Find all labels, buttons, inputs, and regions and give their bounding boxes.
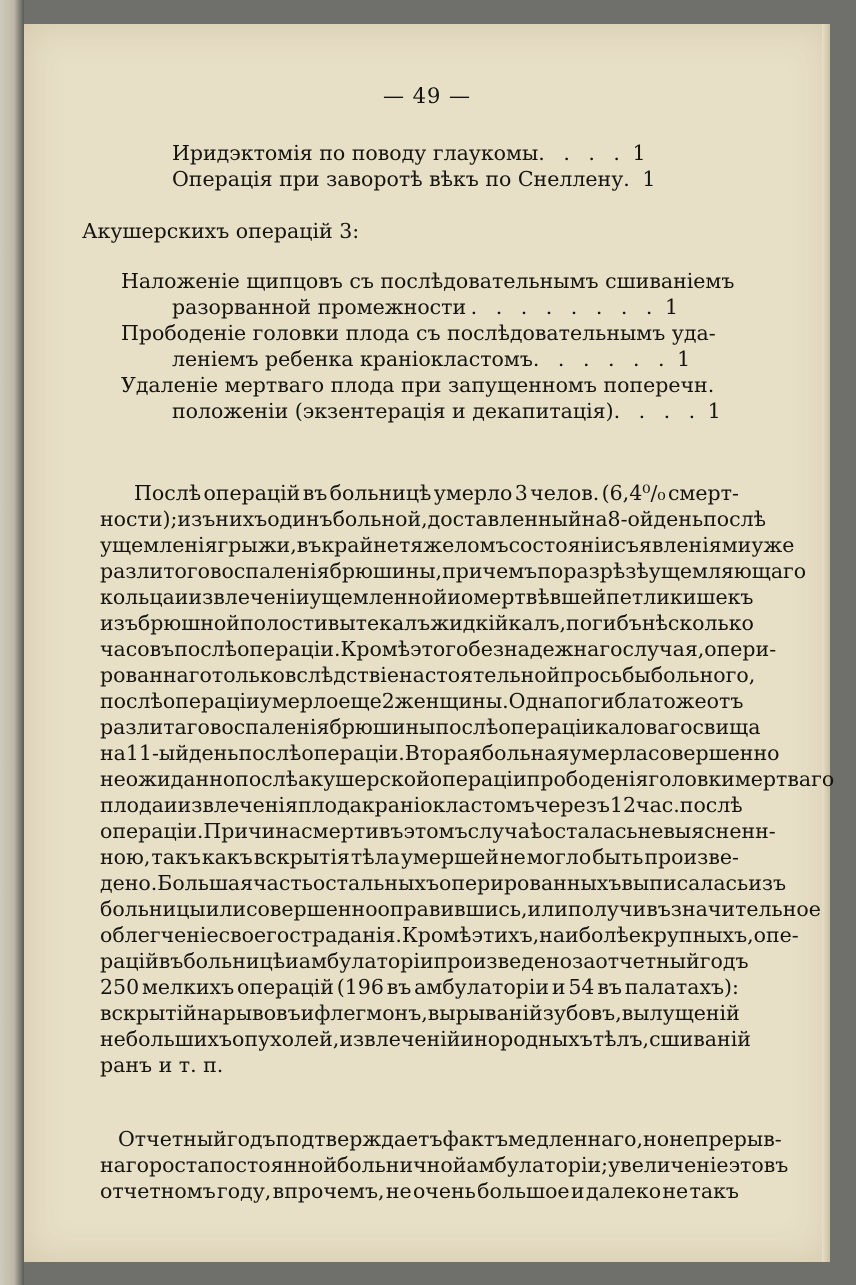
text-line: неожиданно послѣ акушерской операціи прободенія головки мертваго: [100, 767, 835, 791]
leader-dots: . . . .: [613, 399, 702, 423]
operation-entry: [172, 398, 721, 424]
operation-name-cont: положеніи (экзентерація и декапитація): [172, 399, 614, 423]
text-line: вскрытій нарывовъ и флегмонъ, вырываній зубовъ, вылущеній: [100, 1001, 740, 1025]
document-page: [24, 24, 835, 1262]
text-line: отчетномъ году, впрочемъ, не очень большое и далеко не такъ: [100, 1179, 739, 1203]
section-heading: Акушерскихъ операцій 3:: [82, 219, 360, 243]
page-edge: [822, 24, 830, 1262]
text-line: больницы или совершенно оправившись, или получивъ значительное: [100, 897, 821, 921]
text-line: операціи. Причина смерти въ этомъ случаѣ осталась невыясненн-: [100, 819, 776, 843]
text-line: Послѣ операцій въ больницѣ умерло 3 челов. (6,4⁰/₀ смерт-: [134, 481, 739, 505]
text-line: плода и извлеченія плода краніокластомъ черезъ 12 час. послѣ: [100, 793, 743, 817]
text-line: облегченіе своего страданія. Кромѣ этихъ, наиболѣе крупныхъ, опе-: [100, 923, 799, 947]
operation-count: 1: [677, 347, 691, 371]
operation-name-cont: леніемъ ребенка краніокластомъ: [172, 347, 533, 371]
text-line: Отчетный годъ подтверждаетъ фактъ медленнаго, но непрерыв-: [118, 1127, 782, 1151]
operation-name: Наложеніе щипцовъ съ послѣдовательнымъ сшиваніемъ: [121, 269, 735, 293]
operation-entry: [172, 140, 646, 166]
text-line: ущемленія грыжи, въ крайне тяжеломъ состояніи съ явленіями уже: [100, 533, 795, 557]
text-line: разлитого воспаленія брюшины, причемъ по разрѣзѣ ущемляющаго: [100, 559, 807, 583]
text-line: послѣ операціи умерло еще 2 женщины. Одна погибла тоже отъ: [100, 689, 744, 713]
text-line: 250 мелкихъ операцій (196 въ амбулаторіи и 54 въ палатахъ):: [100, 975, 739, 999]
operation-count: 1: [707, 399, 721, 423]
text-line: дено. Большая часть остальныхъ оперированныхъ выписалась изъ: [100, 871, 787, 895]
operation-name: Прободеніе головки плода съ послѣдовательнымъ уда-: [121, 321, 716, 345]
operation-name: Удаленіе мертваго плода при запущенномъ поперечн.: [121, 373, 715, 397]
operation-count: 1: [642, 167, 656, 191]
leader-dots: .: [623, 167, 636, 191]
leader-dots: . . . . . . . .: [470, 295, 659, 319]
text-line: ною, такъ какъ вскрытія тѣла умершей не могло быть произве-: [100, 845, 739, 869]
operation-name-cont: разорванной промежности: [172, 295, 467, 319]
leader-dots: . . . . . .: [532, 347, 671, 371]
operation-entry: [172, 346, 691, 372]
text-line: рованнаго только вслѣдствіе настоятельной просьбы больного,: [100, 663, 756, 687]
operation-name: Иридэктомія по поводу глаукомы: [172, 141, 539, 165]
text-line: изъ брюшной полости вытекалъ жидкій калъ, погибъ нѣсколько: [100, 611, 754, 635]
text-line: рацій въ больницѣ и амбулаторіи произведено за отчетный годъ: [100, 949, 749, 973]
text-line: ности); изъ нихъ одинъ больной, доставленный на 8-ой день послѣ: [100, 507, 766, 531]
text-line: наго роста постоянной больничной амбулаторіи; увеличеніе это въ: [100, 1153, 789, 1177]
text-line: кольца и извлеченіи ущемленной и омертвѣвшей петли кишекъ: [100, 585, 754, 609]
text-line: ранъ и т. п.: [100, 1053, 224, 1077]
page-number: — 49 —: [382, 84, 472, 108]
text-line: разлитаго воспаленія брюшины послѣ операціи каловаго свища: [100, 715, 761, 739]
operation-name: Операція при заворотѣ вѣкъ по Снеллену: [172, 167, 624, 191]
scan-left-margin: [0, 0, 24, 1285]
operation-entry: [172, 294, 678, 320]
operation-count: 1: [632, 141, 646, 165]
text-line: часовъ послѣ операціи. Кромѣ этого безнадежнаго случая, опери-: [100, 637, 777, 661]
leader-dots: . . . .: [538, 141, 626, 165]
operation-entry: [172, 166, 656, 192]
operation-count: 1: [664, 295, 678, 319]
text-line: на 11-ый день послѣ операціи. Вторая больная умерла совершенно: [100, 741, 780, 765]
text-line: небольшихъ опухолей, извлеченій инородныхъ тѣлъ, сшиваній: [100, 1027, 751, 1051]
